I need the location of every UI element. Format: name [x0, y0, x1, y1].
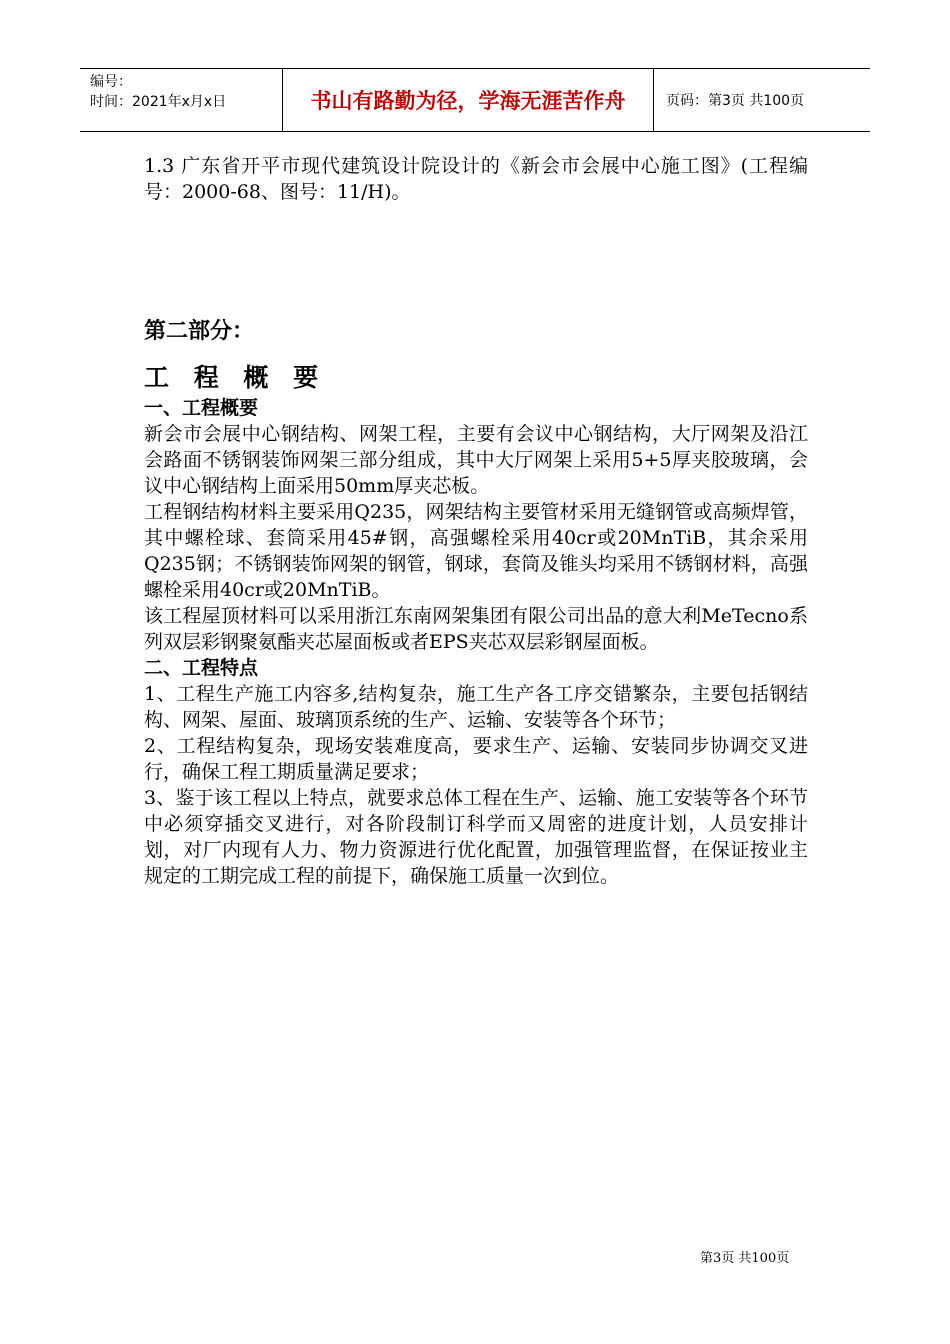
document-body: [144, 153, 808, 889]
page-header: [80, 68, 870, 132]
overview-heading: 一、工程概要: [144, 397, 259, 419]
header-meta: [80, 69, 282, 131]
overview-paragraph: 新会市会展中心钢结构、网架工程，主要有会议中心钢结构，大厅网架及沿江会路面不锈钢装饰网架三部分组成，其中大厅网架上采用5+5厚夹胶玻璃，会议中心钢结构上面采用50mm厚夹芯板。: [144, 423, 808, 497]
features-paragraph: 3、鉴于该工程以上特点，就要求总体工程在生产、运输、施工安装等各个环节中必须穿插交叉进行，对各阶段制订科学而又周密的进度计划，人员安排计划，对厂内现有人力、物力资源进行优化配置，加强管理监督，在保证按业主规定的工期完成工程的前提下，确保施工质量一次到位。: [144, 787, 808, 887]
section-title: 工 程 概 要: [144, 363, 327, 392]
features-paragraph: 2、工程结构复杂，现场安装难度高，要求生产、运输、安装同步协调交叉进行，确保工程工期质量满足要求；: [144, 735, 808, 783]
document-number-label: 编号：: [90, 74, 132, 90]
header-page-info: 页码：第3页 共100页: [666, 93, 805, 109]
features-paragraph: 1、工程生产施工内容多,结构复杂，施工生产各工序交错繁杂，主要包括钢结构、网架、屋面、玻璃顶系统的生产、运输、安装等各个环节；: [144, 683, 808, 731]
page-footer: 第3页 共100页: [700, 1251, 790, 1266]
overview-paragraph: 工程钢结构材料主要采用Q235，网架结构主要管材采用无缝钢管或高频焊管，其中螺栓球、套筒采用45#钢，高强螺栓采用40cr或20MnTiB，其余采用Q235钢；不锈钢装饰网架的钢管，钢球，套筒及锥头均采用不锈钢材料，高强螺栓采用40cr或20MnTiB。: [144, 501, 808, 601]
part-title: 第二部分：: [144, 319, 255, 344]
spacer: [144, 205, 808, 317]
features-heading: 二、工程特点: [144, 657, 259, 679]
overview-paragraph: 该工程屋顶材料可以采用浙江东南网架集团有限公司出品的意大利MeTecno系列双层彩钢聚氨酯夹芯屋面板或者EPS夹芯双层彩钢屋面板。: [144, 605, 808, 653]
intro-item-1-3: 1.3 广东省开平市现代建筑设计院设计的《新会市会展中心施工图》(工程编号：2000-68、图号：11/H)。: [144, 155, 808, 203]
document-time-label: 时间：2021年x月x日: [90, 94, 227, 110]
header-motto: 书山有路勤为径，学海无涯苦作舟: [282, 69, 654, 131]
